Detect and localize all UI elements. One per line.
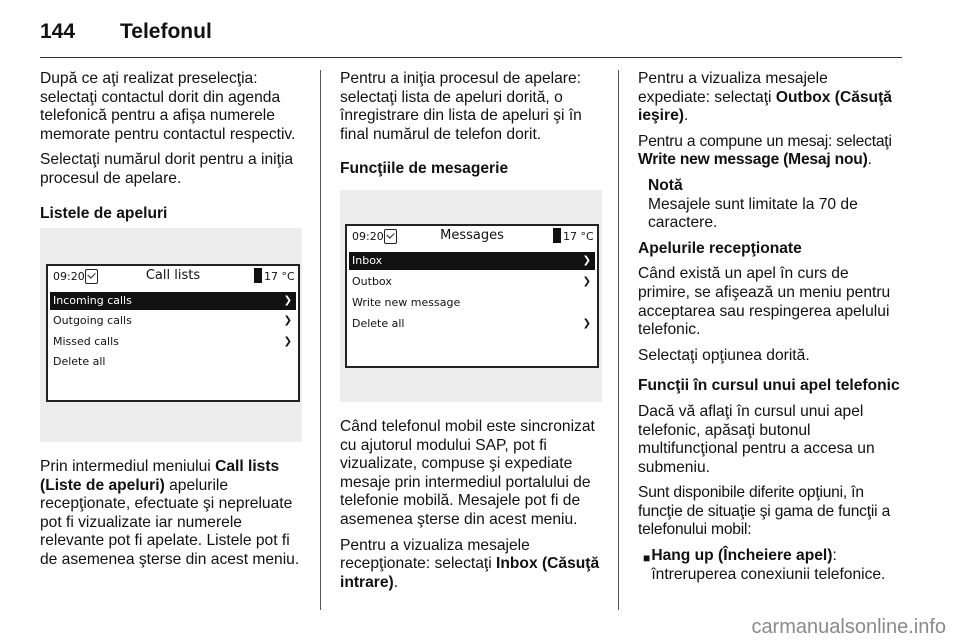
text-run: Pentru a vizualiza mesajele expediate: selectaţi — [638, 70, 828, 106]
menu-item-label: Delete all — [53, 355, 106, 368]
temperature-text: 17 °C — [264, 270, 295, 283]
column-1 — [40, 70, 306, 230]
call-lists-screenshot — [40, 228, 302, 442]
paragraph: Dacă vă aflaţi în cursul unui apel telefonic, apăsaţi butonul multifuncţional pentru a accesa un submeniu. — [638, 402, 875, 476]
text-run: Pentru a compune un mesaj: selectaţi — [638, 132, 892, 150]
menu-item-delete-all[interactable] — [50, 353, 296, 371]
text-run: apelurile recepţionate, efectuate şi nepreluate pot fi vizualizate iar numerele relevante pot fi apelate. Listele pot fi de asemenea şterse din acest meniu. — [40, 476, 300, 568]
paragraph: După ce aţi realizat preselecţia: selectaţi contactul dorit din agenda telefonică pentru a afişa numerele memorate pentru contactul respectiv. — [40, 70, 296, 143]
screen-title: Call lists — [145, 268, 201, 283]
menu-item-delete-all[interactable] — [349, 315, 595, 333]
menu-item-label: Outgoing calls — [53, 314, 132, 327]
screen-title: Messages — [440, 228, 504, 243]
menu-item-inbox[interactable] — [349, 252, 595, 270]
menu-item-missed-calls[interactable] — [50, 333, 296, 351]
bullet-item — [643, 547, 904, 584]
chevron-right-icon: ❯ — [283, 336, 292, 347]
menu-item-outbox[interactable] — [349, 273, 595, 291]
text-run: . — [683, 107, 689, 125]
paragraph — [638, 70, 904, 126]
paragraph: Pentru a iniţia procesul de apelare: selectaţi lista de apeluri dorită, o înregistrare din lista de apeluri şi în final numărul de telefon dorit. — [340, 70, 582, 143]
menu-item-label: Write new message — [352, 296, 461, 309]
menu-item-label: Outbox — [352, 275, 392, 288]
text-run: Pentru a vizualiza mesajele recepţionate: selectaţi — [340, 536, 530, 573]
column-3 — [638, 70, 904, 584]
messages-screenshot — [340, 190, 602, 402]
note-text: Mesajele sunt limitate la 70 de caractere. — [648, 195, 858, 232]
column-divider-2 — [618, 70, 619, 610]
chevron-right-icon: ❯ — [582, 255, 591, 266]
paragraph — [340, 537, 606, 593]
menu-item-label: Delete all — [352, 317, 405, 330]
page-header — [40, 10, 920, 52]
menu-item-label: Incoming calls — [53, 294, 132, 307]
menu-item-label: Inbox — [352, 254, 383, 267]
column-2-lower — [340, 418, 606, 599]
temperature-text: 17 °C — [563, 230, 594, 243]
menu-name-call-lists: Call lists (Liste de apeluri) — [40, 458, 280, 494]
text-run: Prin intermediul meniului — [40, 458, 216, 475]
text-run: . — [867, 151, 872, 169]
header-divider — [40, 57, 902, 58]
option-hang-up: Hang up (Încheiere apel) — [651, 547, 833, 565]
menu-name-inbox: Inbox (Căsuţă intrare) — [340, 555, 600, 591]
watermark: carmanualsonline.info — [751, 616, 946, 638]
menu-name-outbox: Outbox (Căsuţă ieşire) — [638, 88, 892, 125]
paragraph: Selectaţi opţiunea dorită. — [638, 346, 810, 364]
status-bar — [347, 226, 597, 250]
chevron-right-icon: ❯ — [283, 295, 292, 306]
paragraph — [40, 458, 306, 570]
section-heading: Funcţiile de mesagerie — [340, 160, 509, 178]
status-bar — [48, 266, 298, 290]
text-run: . — [393, 573, 399, 591]
text-run: : întreruperea conexiunii telefonice. — [651, 547, 886, 583]
page-title: Telefonul — [120, 20, 212, 43]
chevron-right-icon: ❯ — [582, 318, 591, 329]
note-title: Notă — [648, 176, 683, 194]
page-number: 144 — [40, 20, 76, 43]
clock-text: 09:20 — [53, 270, 85, 283]
paragraph: Selectaţi numărul dorit pentru a iniţia procesul de apelare. — [40, 151, 294, 187]
display-screen — [345, 224, 599, 368]
menu-item-outgoing-calls[interactable] — [50, 312, 296, 330]
menu-name-write-new-message: Write new message (Mesaj nou) — [638, 151, 868, 169]
clock-text: 09:20 — [352, 230, 384, 243]
chevron-right-icon: ❯ — [283, 315, 292, 326]
battery-icon — [553, 228, 561, 243]
section-heading: Apelurile recepţionate — [638, 239, 802, 257]
display-screen — [46, 264, 300, 402]
column-2 — [340, 70, 606, 186]
note-box — [648, 177, 904, 233]
menu-item-write-new-message[interactable] — [349, 294, 595, 312]
column-divider-1 — [320, 70, 321, 610]
menu-item-incoming-calls[interactable] — [50, 292, 296, 310]
chevron-right-icon: ❯ — [582, 276, 591, 287]
menu-item-label: Missed calls — [53, 335, 119, 348]
paragraph: Sunt disponibile diferite opţiuni, în funcţie de situaţie şi gama de funcţii a telefonului mobil: — [638, 484, 891, 539]
paragraph: Când telefonul mobil este sincronizat cu ajutorul modului SAP, pot fi vizualizate, compuse şi expediate mesaje prin intermediul portalului de telefonie mobilă. Mesajele pot fi de asemenea şterse din acest meniu. — [340, 418, 595, 528]
paragraph: Când există un apel în curs de primire, se afişează un meniu pentru acceptarea sau respingerea apelului telefonic. — [638, 265, 891, 339]
battery-icon — [254, 268, 262, 283]
section-heading: Listele de apeluri — [40, 204, 168, 222]
paragraph — [638, 133, 904, 170]
bullet-text — [651, 547, 904, 584]
column-1-lower — [40, 458, 306, 577]
bullet-square-icon: ■ — [643, 551, 651, 566]
section-heading: Funcţii în cursul unui apel telefonic — [638, 377, 900, 395]
